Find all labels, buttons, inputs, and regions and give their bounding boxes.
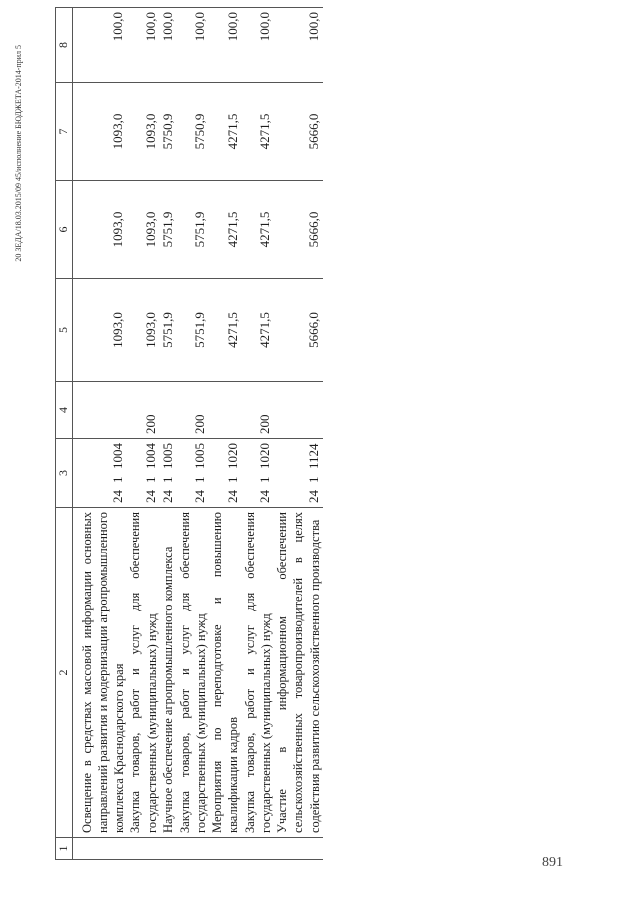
row-percent: 100,0 [209, 8, 242, 83]
row-expense-type [209, 382, 242, 439]
row-expense-type: 200 [127, 382, 160, 439]
row-value-6: 1093,0 [72, 181, 127, 279]
row-name: Освещение в средствах массовой информации основных направлений развития и модернизации агропромышленного комплекса Краснодарского края [72, 508, 127, 838]
row-percent: 100,0 [242, 8, 275, 83]
row-percent: 100,0 [127, 8, 160, 83]
row-value-5: 5751,9 [160, 279, 177, 382]
row-code: 2411004 [72, 439, 127, 508]
row-code: 2411020 [209, 439, 242, 508]
row-value-7: 5750,9 [160, 83, 177, 181]
col-number-5: 5 [56, 279, 73, 382]
row-value-7: 1093,0 [72, 83, 127, 181]
page-number: 891 [542, 855, 563, 870]
row-code: 2411005 [177, 439, 210, 508]
row-value-6: 1093,0 [127, 181, 160, 279]
row-code: 2411004 [127, 439, 160, 508]
row-expense-type [274, 382, 323, 439]
table-row [274, 8, 323, 860]
row-value-6: 5666,0 [274, 181, 323, 279]
row-value-6: 5751,9 [160, 181, 177, 279]
row-percent: 100,0 [160, 8, 177, 83]
row-expense-type [72, 382, 127, 439]
table-row [127, 8, 160, 860]
row-name: Научное обеспечение агропромышленного комплекса [160, 508, 177, 838]
row-value-5: 4271,5 [209, 279, 242, 382]
row-name: Закупка товаров, работ и услуг для обеспечения государственных (муниципальных) нужд [177, 508, 210, 838]
col-number-3: 3 [56, 439, 73, 508]
row-code: 2411124 [274, 439, 323, 508]
row-name: Закупка товаров, работ и услуг для обеспечения государственных (муниципальных) нужд [242, 508, 275, 838]
row-value-6: 4271,5 [209, 181, 242, 279]
row-value-5: 5666,0 [274, 279, 323, 382]
row-expense-type: 200 [242, 382, 275, 439]
col-number-4: 4 [56, 382, 73, 439]
row-name: Закупка товаров, работ и услуг для обеспечения государственных (муниципальных) нужд [127, 508, 160, 838]
row-value-7: 4271,5 [209, 83, 242, 181]
row-percent: 100,0 [177, 8, 210, 83]
row-expense-type [160, 382, 177, 439]
row-code: 2411020 [242, 439, 275, 508]
table-row [160, 8, 177, 860]
row-name: Участие в информационном обеспечении сельскохозяйственных товаропроизводителей в целях содействия развитию сельскохозяйственного производства [274, 508, 323, 838]
budget-execution-table [55, 7, 323, 860]
row-code: 2411005 [160, 439, 177, 508]
row-percent: 100,0 [72, 8, 127, 83]
row-value-5: 1093,0 [127, 279, 160, 382]
row-value-7: 5750,9 [177, 83, 210, 181]
row-value-7: 1093,0 [127, 83, 160, 181]
column-number-row [56, 8, 73, 860]
col-number-8: 8 [56, 8, 73, 83]
row-name: Мероприятия по переподготовке и повышению квалификации кадров [209, 508, 242, 838]
table-row [72, 8, 127, 860]
col-number-7: 7 [56, 83, 73, 181]
row-value-5: 5751,9 [177, 279, 210, 382]
row-value-5: 1093,0 [72, 279, 127, 382]
row-percent: 100,0 [274, 8, 323, 83]
row-value-7: 4271,5 [242, 83, 275, 181]
table-row [242, 8, 275, 860]
document-footer-path: 20 ЗЕДА/18.03.2015/09 45/исполнение БЮДЖЕТА-2014-прил 5 [14, 45, 23, 262]
col-number-2: 2 [56, 508, 73, 838]
row-value-6: 5751,9 [177, 181, 210, 279]
row-value-5: 4271,5 [242, 279, 275, 382]
row-value-7: 5666,0 [274, 83, 323, 181]
col-number-6: 6 [56, 181, 73, 279]
table-row [209, 8, 242, 860]
col-number-1: 1 [56, 838, 73, 860]
row-expense-type: 200 [177, 382, 210, 439]
row-value-6: 4271,5 [242, 181, 275, 279]
table-row [177, 8, 210, 860]
